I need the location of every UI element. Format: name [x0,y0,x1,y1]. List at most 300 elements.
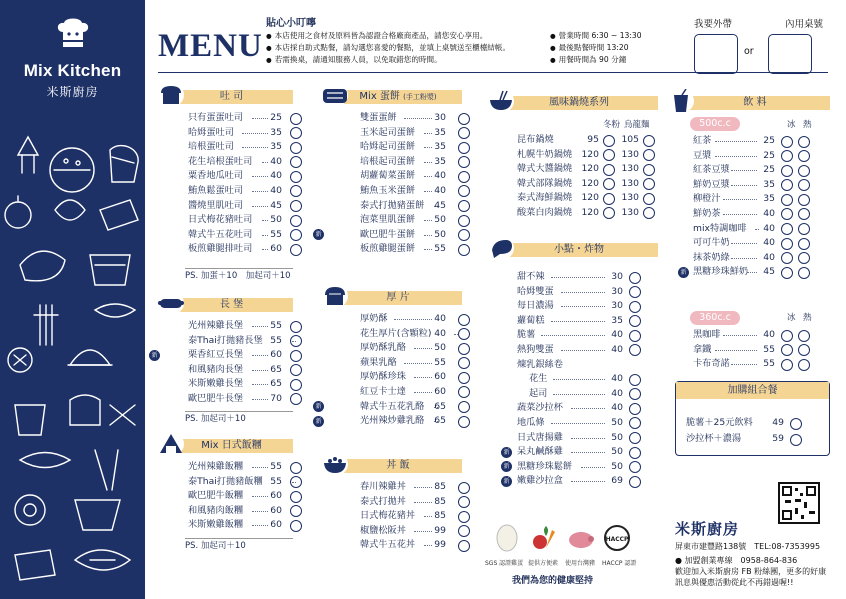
menu-item-row [158,228,293,243]
dotted-leader [553,379,605,380]
dotted-leader [747,272,757,273]
item-name: 日式梅花豬吐司 [188,214,253,226]
hot-checkbox[interactable] [798,267,810,279]
menu-item-row [158,199,293,214]
item-price: 45 [763,266,775,278]
order-checkbox[interactable] [290,350,302,362]
chicken-wing-icon [488,236,514,260]
new-badge: 新 [678,267,689,278]
order-checkbox-udon[interactable] [643,149,655,161]
item-price: 99 [434,539,446,551]
order-checkbox[interactable] [290,379,302,391]
iced-checkbox[interactable] [781,165,793,177]
order-checkbox[interactable] [790,434,802,446]
noodle-icon [488,89,514,113]
eggcake-icon [322,83,348,107]
item-name: 粟香地瓜吐司 [188,170,244,182]
order-checkbox[interactable] [629,344,641,356]
item-name: 韓式牛五花吐司 [188,228,253,240]
menu-item-row [322,213,462,228]
item-price: 65 [270,363,282,375]
item-price: 55 [763,358,775,370]
menu-item-row [322,509,462,524]
section-eggcake [315,87,462,257]
order-checkbox[interactable] [458,401,470,413]
new-badge: 新 [149,350,160,361]
item-price: 40 [434,184,446,196]
menu-item-row [158,363,293,378]
order-checkbox[interactable] [458,215,470,227]
dotted-leader [252,525,268,526]
item-name: 栗香紅豆長堡 [188,349,244,361]
dotted-leader [551,423,605,424]
item-name: 豆漿 [693,149,712,161]
col-udon: 烏龍麵 [624,120,650,130]
item-price: 55 [270,475,282,487]
new-badge: 新 [501,447,512,458]
item-price: 55 [763,343,775,355]
order-checkbox[interactable] [629,461,641,473]
order-checkbox[interactable] [629,286,641,298]
menu-item-row [517,431,657,446]
promo-line: 訊息與優惠活動從此不再錯過喔!! [675,578,794,587]
order-checkbox[interactable] [458,142,470,154]
order-checkbox[interactable] [790,418,802,430]
item-name: 和風豬肉飯糰 [188,504,244,516]
item-name: 泰式打拋丼 [360,495,406,507]
order-checkbox[interactable] [458,511,470,523]
menu-item-row [322,495,462,510]
order-checkbox[interactable] [629,272,641,284]
order-checkbox[interactable] [290,476,302,488]
order-checkbox[interactable] [458,386,470,398]
hot-label: 熱 [803,313,812,323]
order-checkbox[interactable] [458,229,470,241]
menu-item-row [158,489,293,504]
order-checkbox[interactable] [290,321,302,333]
menu-item-row [517,299,657,314]
order-checkbox[interactable] [290,520,302,532]
menu-item-row [158,184,293,199]
dotted-leader [424,220,432,221]
hot-checkbox[interactable] [798,330,810,342]
section-toast [158,87,293,257]
menu-item-row [322,111,462,126]
dotted-leader [561,292,605,293]
order-checkbox[interactable] [290,244,302,256]
dotted-leader [252,370,268,371]
menu-item-row [517,191,657,206]
hours-line: ● 營業時間 6:30 ~ 13:30 [550,30,642,42]
order-checkbox[interactable] [290,229,302,241]
dotted-leader [252,355,268,356]
menu-item-row [322,184,462,199]
menu-item-row [158,377,293,392]
dotted-leader [731,258,757,259]
dotted-leader [571,408,605,409]
order-checkbox[interactable] [629,432,641,444]
menu-item-row [517,162,657,177]
haccp-mark: HACCP [605,536,629,543]
riceball-icon [158,432,184,456]
order-checkbox[interactable] [629,447,641,459]
item-price: 35 [270,141,282,153]
menu-item-row [517,270,657,285]
menu-item-row [322,480,462,495]
item-price: 35 [270,126,282,138]
order-checkbox-udon[interactable] [643,135,655,147]
item-name: 春川辣雞丼 [360,481,406,492]
order-checkbox[interactable] [458,482,470,494]
item-price: 50 [434,228,446,240]
menu-item-row [693,357,833,372]
dotted-leader [715,156,757,157]
order-checkbox[interactable] [629,388,641,400]
item-name: 呆丸鹹酥雞 [517,446,563,458]
order-checkbox[interactable] [458,171,470,183]
order-checkbox-vermicelli[interactable] [603,164,615,176]
order-checkbox[interactable] [290,142,302,154]
dotted-leader [252,511,268,512]
item-price: 40 [763,237,775,249]
iced-checkbox[interactable] [781,208,793,220]
order-checkbox-udon[interactable] [643,193,655,205]
price-vermicelli: 120 [581,163,599,175]
item-name: 和風豬肉長堡 [188,363,244,375]
food-doodles-icon [0,115,145,599]
new-badge: 新 [501,461,512,472]
order-checkbox-vermicelli[interactable] [603,178,615,190]
dotted-leader [242,147,268,148]
order-checkbox[interactable] [290,185,302,197]
item-name: 玉米起司蛋餅 [360,126,416,138]
chef-hat-icon [54,18,92,52]
order-checkbox[interactable] [290,393,302,405]
dotted-leader [252,399,268,400]
dotted-leader [424,133,432,134]
dotted-leader [424,162,432,163]
hot-checkbox[interactable] [798,208,810,220]
menu-item-row [158,140,293,155]
item-price: 35 [611,314,623,326]
item-name: 紅豆卡士達 [360,385,406,397]
menu-item-row [517,358,657,373]
iced-checkbox[interactable] [781,267,793,279]
toast-note: PS. 加蛋＋10 加起司＋10 [185,268,293,283]
dotted-leader [731,185,757,186]
dotted-leader [414,392,432,393]
item-price: 60 [270,519,282,531]
dotted-leader [731,364,757,365]
franchise-line: ● 加盟創業專線 0958-864-836 [675,556,798,565]
dotted-leader [242,133,268,134]
notice-heading: 貼心小叮嚀 [266,18,316,29]
item-price: 40 [763,207,775,219]
order-checkbox[interactable] [458,496,470,508]
bread-icon [322,284,348,308]
hours-line: ● 最後點餐時間 13:20 [550,42,642,54]
cert-caption: SGS 認證雞蛋 [485,560,524,567]
dotted-leader [252,191,268,192]
item-price: 50 [611,460,623,472]
item-name: 嫩雞沙拉盒 [517,475,563,487]
burger-note: PS. 加起司＋10 [185,411,293,426]
eggcake-title-small: (手工粉漿) [403,93,437,101]
menu-item-row [315,228,462,243]
pan-list [517,133,657,221]
menu-title: MENU [158,28,263,64]
item-name: 抹茶奶綠 [693,251,730,263]
iced-checkbox[interactable] [781,330,793,342]
sgs-egg-icon [493,520,521,557]
drink-list-500 [680,134,833,280]
item-name: 昆布鍋燒 [517,134,554,145]
item-name: 鮪魚玉米蛋餅 [360,184,416,196]
order-checkbox[interactable] [290,335,302,347]
item-name: 鮮奶豆漿 [693,178,730,190]
order-checkbox[interactable] [290,215,302,227]
menu-item-row [322,155,462,170]
order-checkbox[interactable] [629,301,641,313]
dotted-leader [252,118,268,119]
menu-item-row [517,372,657,387]
item-name: 米斯嫩雞飯糰 [188,519,244,531]
order-checkbox-vermicelli[interactable] [603,207,615,219]
item-price: 35 [763,178,775,190]
order-checkbox[interactable] [458,113,470,125]
dine-in-label: 內用桌號 [785,19,824,30]
order-checkbox[interactable] [290,462,302,474]
item-name: 紅茶豆漿 [693,164,730,176]
order-checkbox[interactable] [458,185,470,197]
menu-item-row [517,416,657,431]
dotted-leader [252,467,268,468]
order-checkbox[interactable] [458,416,470,428]
item-price: 55 [270,461,282,472]
item-price: 30 [611,271,623,282]
order-checkbox[interactable] [290,505,302,517]
menu-item-row [503,460,657,475]
order-checkbox[interactable] [290,200,302,212]
order-checkbox[interactable] [290,156,302,168]
item-price: 85 [434,495,446,507]
iced-checkbox[interactable] [781,194,793,206]
hot-checkbox[interactable] [798,150,810,162]
menu-item-row [693,134,833,149]
item-name: 可可牛奶 [693,237,730,249]
item-name: 醬燒里肌吐司 [188,199,244,211]
section-title: 風味鍋燒系列 [500,96,658,110]
order-checkbox[interactable] [629,315,641,327]
shop-address: 屏東市建豐路138號 [675,542,747,551]
hot-checkbox[interactable] [798,136,810,148]
dotted-leader [723,199,757,200]
menu-item-row [322,312,462,327]
dotted-leader [551,277,605,278]
bowl-icon [322,452,348,476]
order-checkbox[interactable] [458,244,470,256]
price-vermicelli: 120 [581,206,599,218]
item-price: 50 [611,416,623,428]
item-name: 地瓜條 [517,416,545,428]
item-name: 黑糖珍珠鮮奶 [693,266,749,278]
menu-item-row [693,251,833,266]
order-checkbox[interactable] [290,127,302,139]
item-price: 45 [434,199,446,211]
menu-item-row [686,416,826,432]
menu-item-row [322,199,462,214]
menu-item-row [693,192,833,207]
item-name: 花生培根蛋吐司 [188,155,253,167]
hot-checkbox[interactable] [798,238,810,250]
iced-checkbox[interactable] [781,150,793,162]
combo-list [686,416,826,448]
dotted-leader [404,118,432,119]
hot-checkbox[interactable] [798,179,810,191]
section-drinks [668,93,830,117]
menu-item-row [693,178,833,193]
menu-item-row [322,341,462,356]
order-checkbox-vermicelli[interactable] [603,149,615,161]
menu-item-row [158,392,293,407]
dotted-leader [252,326,268,327]
iced-checkbox[interactable] [781,359,793,371]
item-price: 55 [270,320,282,331]
section-pan [488,93,658,117]
item-name: 泰式打拋豬蛋餅 [360,199,425,211]
hot-checkbox[interactable] [798,165,810,177]
order-checkbox[interactable] [629,374,641,386]
new-badge: 新 [313,229,324,240]
iced-checkbox[interactable] [781,238,793,250]
item-price: 25 [270,112,282,123]
new-badge: 新 [313,416,324,427]
order-checkbox[interactable] [458,343,470,355]
iced-checkbox[interactable] [781,223,793,235]
hot-checkbox[interactable] [798,223,810,235]
item-name: 每日濃湯 [517,300,554,312]
price-vermicelli: 95 [587,134,599,145]
dotted-leader [715,141,757,142]
item-name: 米斯嫩雞長堡 [188,378,244,390]
menu-item-row [322,538,462,553]
order-checkbox-udon[interactable] [643,164,655,176]
item-name: 脆薯＋25元飲料 [686,417,753,428]
item-price: 40 [434,313,446,324]
order-checkbox[interactable] [629,403,641,415]
order-checkbox-udon[interactable] [643,178,655,190]
menu-item-row [322,327,462,342]
item-price: 25 [763,135,775,146]
notice-line: ● 若需換桌，請通知服務人員，以免取錯您的時間。 [266,54,666,66]
item-price: 65 [434,415,446,427]
dotted-leader [723,335,757,336]
item-price: 40 [611,387,623,399]
pig-icon [567,520,595,557]
hot-checkbox[interactable] [798,252,810,264]
table-number-box[interactable] [768,34,812,74]
item-price: 30 [611,285,623,297]
item-name: 歐巴肥牛飯糰 [188,490,244,502]
order-checkbox[interactable] [629,417,641,429]
brand-logo [10,18,135,100]
order-checkbox[interactable] [458,357,470,369]
hot-checkbox[interactable] [798,344,810,356]
iced-checkbox[interactable] [781,136,793,148]
menu-item-row [517,206,657,221]
order-checkbox-vermicelli[interactable] [603,135,615,147]
order-checkbox-vermicelli[interactable] [603,193,615,205]
iced-checkbox[interactable] [781,252,793,264]
order-checkbox[interactable] [629,330,641,342]
order-checkbox[interactable] [629,476,641,488]
hot-checkbox[interactable] [798,194,810,206]
eggcake-title: Mix 蛋餅 [359,91,400,102]
item-price: 40 [763,251,775,263]
price-udon: 130 [621,192,639,204]
item-price: 65 [434,400,446,412]
order-checkbox[interactable] [458,525,470,537]
shop-name: 米斯廚房 [675,520,740,538]
hot-label: 熱 [803,120,812,130]
item-name: 光州辣雞長堡 [188,320,244,331]
item-price: 40 [611,373,623,385]
item-price: 25 [763,164,775,176]
drink-cup-icon [668,89,694,113]
item-price: 60 [270,349,282,361]
order-checkbox[interactable] [458,314,470,326]
item-name: 花生 [529,373,548,385]
order-checkbox[interactable] [458,127,470,139]
menu-item-row [693,149,833,164]
order-checkbox[interactable] [458,372,470,384]
section-title [334,90,462,104]
iced-checkbox[interactable] [781,179,793,191]
dotted-leader [414,377,432,378]
menu-item-row [503,445,657,460]
iced-checkbox[interactable] [781,344,793,356]
item-name: 酸菜白肉鍋燒 [517,206,573,218]
item-name: 泡菜里肌蛋餅 [360,214,416,226]
order-checkbox[interactable] [458,200,470,212]
dotted-leader [561,350,605,351]
order-checkbox[interactable] [290,491,302,503]
dotted-leader [723,214,757,215]
order-checkbox[interactable] [290,113,302,125]
menu-item-row [693,207,833,222]
takeout-box[interactable] [694,34,738,74]
menu-item-row [693,328,833,343]
dotted-leader [414,531,432,532]
order-checkbox-udon[interactable] [643,207,655,219]
order-checkbox[interactable] [290,171,302,183]
item-price: 25 [763,149,775,161]
item-name: 柳橙汁 [693,193,721,205]
dotted-leader [755,229,759,230]
section-riceball [158,436,293,533]
hot-checkbox[interactable] [798,359,810,371]
order-checkbox[interactable] [290,364,302,376]
menu-item-row [517,148,657,163]
menu-item-row [693,222,833,237]
order-checkbox[interactable] [458,328,470,340]
item-price: 40 [270,184,282,196]
item-name: 熱狗雙蛋 [517,343,554,355]
brand-name-zh: 米斯廚房 [46,85,99,99]
dotted-leader [571,452,605,453]
order-checkbox[interactable] [458,156,470,168]
order-checkbox[interactable] [458,540,470,552]
